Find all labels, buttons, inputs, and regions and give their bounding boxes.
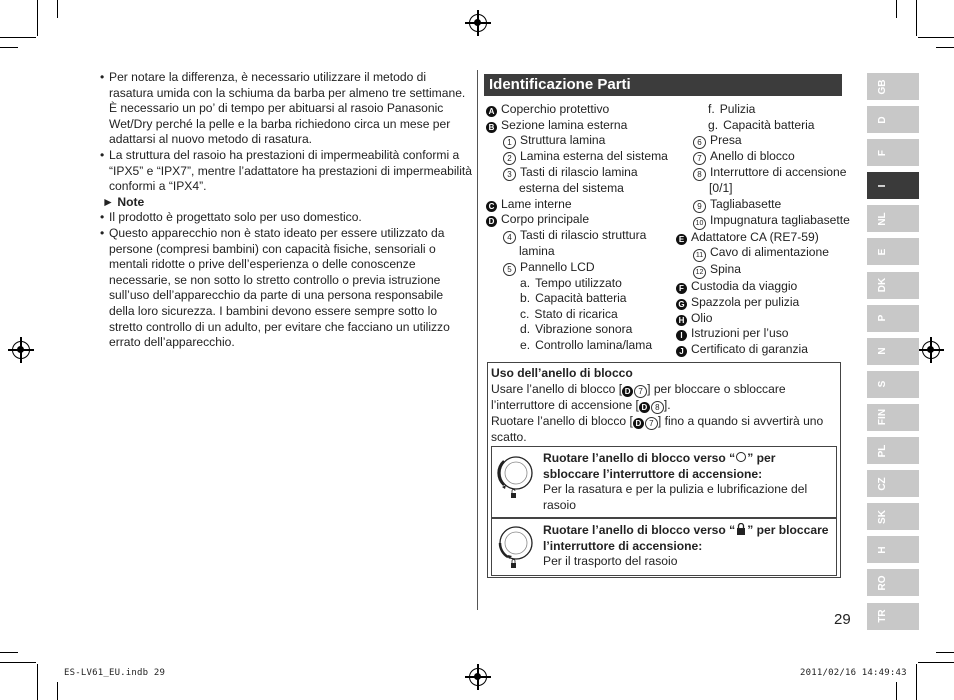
part-label: Sezione lamina esterna (501, 117, 628, 132)
unlock-symbol-icon (736, 452, 746, 462)
language-tab-i[interactable] (867, 172, 919, 199)
part-number-circle: 10 (693, 217, 706, 230)
part-item (486, 338, 676, 354)
part-item (486, 276, 676, 292)
language-tab-label: DK (877, 277, 888, 293)
crop-mark (0, 662, 36, 663)
part-label: Controllo lamina/lama (535, 337, 653, 352)
part-number-circle: 6 (693, 136, 706, 149)
part-item (486, 181, 676, 197)
footer-file-info: ES-LV61_EU.indb 29 (64, 668, 166, 678)
language-tab-gb[interactable] (867, 73, 919, 100)
padlock-icon (736, 523, 746, 535)
page-number: 29 (834, 611, 851, 628)
language-tab-d[interactable] (867, 106, 919, 133)
part-item (676, 181, 846, 197)
language-tab-label: CZ (877, 476, 888, 491)
lock-ring-intro (491, 366, 837, 445)
part-label: Cavo di alimentazione (710, 245, 829, 260)
part-label: Corpo principale (501, 212, 590, 227)
part-item (486, 165, 676, 181)
part-sub-letter: a. (520, 275, 531, 290)
language-tab-e[interactable] (867, 238, 919, 265)
part-letter-badge: F (676, 283, 687, 294)
bullet-item: • La struttura del rasoio ha prestazioni di impermeabilità conformi a “IPX5” e “IPX7”, mentre l’adattatore ha prestazioni di impermeabilità conformi a “IPX4”. (100, 148, 472, 195)
language-tab-dk[interactable] (867, 272, 919, 299)
language-tab-label: RO (877, 575, 888, 591)
lock-instruction: Ruotare l’anello di blocco verso “ ” per bloccare l’interruttore di accensione: (543, 523, 829, 553)
crop-mark (896, 682, 897, 700)
language-tab-tr[interactable] (867, 603, 919, 630)
language-tab-label: SK (877, 509, 888, 524)
part-sub-letter: g. (708, 117, 719, 132)
crop-mark (936, 652, 954, 653)
language-tab-label: H (877, 546, 888, 554)
part-label: Vibrazione sonora (535, 322, 633, 337)
part-number-circle: 11 (693, 249, 706, 262)
language-tab-label: FIN (877, 409, 888, 426)
lock-purpose: Per il trasporto del rasoio (543, 554, 678, 569)
part-letter-badge: E (676, 234, 687, 245)
part-label: Spazzola per pulizia (691, 294, 800, 309)
part-item (676, 311, 846, 327)
part-number-circle: 12 (693, 266, 706, 279)
lock-ring-line: Ruotare l’anello di blocco [ D 7 ] fino a quando si avvertirà uno (491, 413, 824, 428)
crop-mark (936, 47, 954, 48)
crop-mark (0, 47, 18, 48)
unlock-purpose: Per la rasatura e per la pulizia e lubrificazione del rasoio (543, 482, 808, 512)
part-label: Pulizia (719, 102, 756, 116)
left-column (100, 70, 472, 351)
part-sub-letter: f. (708, 102, 715, 116)
bullet-item: • Per notare la differenza, è necessario utilizzare il metodo di rasatura umida con la schiuma da barba per almeno tre settimane. È necessario un po’ di tempo per abituarsi al rasoio Panasonic Wet/Dry perché la pelle e la barba richiedono circa un mese per adattarsi al nuovo metodo di rasatura. (100, 70, 472, 148)
part-label: Presa (710, 133, 742, 148)
part-label: Olio (691, 310, 713, 325)
lock-panel (491, 518, 837, 576)
part-label: Custodia da viaggio (691, 279, 798, 294)
part-letter-badge: D (486, 216, 497, 227)
part-label: Tasti di rilascio struttura (520, 227, 647, 242)
language-tab-n[interactable] (867, 338, 919, 365)
part-letter-badge: A (486, 106, 497, 117)
language-tab-label: N (877, 347, 888, 355)
part-item (676, 197, 846, 213)
part-item (676, 262, 846, 279)
part-sub-letter: c. (520, 306, 530, 321)
part-label: Struttura lamina (520, 133, 606, 148)
language-tab-f[interactable] (867, 139, 919, 166)
language-tab-pl[interactable] (867, 437, 919, 464)
footer-timestamp: 2011/02/16 14:49:43 (800, 668, 907, 678)
part-number-circle: 4 (503, 231, 516, 244)
part-letter-badge: J (676, 346, 687, 357)
lock-ring-line: Usare l’anello di blocco [ D 7 ] per bloccare o sbloccare (491, 381, 786, 396)
crop-mark (57, 0, 58, 18)
language-tab-cz[interactable] (867, 470, 919, 497)
part-number-circle: 5 (503, 263, 516, 276)
part-item (676, 165, 846, 181)
language-tab-label: NL (877, 212, 888, 226)
part-item (486, 322, 676, 338)
language-tab-sk[interactable] (867, 503, 919, 530)
bullet-item: • Questo apparecchio non è stato ideato per essere utilizzato da persone (compresi bambini) con capacità fisiche, sensoriali o mentali ridotte o prive dell’esperienza o delle conoscenze necessarie, se non sotto lo stretto controllo o previa istruzione sull’uso dell’apparecchio da parte di una persona responsabile della loro sicurezza. I bambini devono essere sempre sotto lo stretto controllo di un adulto, per evitare che facciano un utilizzo errato dell’apparecchio. (100, 226, 472, 351)
bullet-item: • Il prodotto è progettato solo per uso domestico. (100, 210, 472, 226)
part-letter-badge: C (486, 201, 497, 212)
crop-mark (37, 0, 38, 36)
part-label: [0/1] (709, 181, 733, 196)
part-label: Tasti di rilascio lamina (520, 165, 638, 180)
part-number-circle: 3 (503, 168, 516, 181)
part-number-circle: 1 (503, 136, 516, 149)
part-item (676, 230, 846, 246)
part-item (486, 149, 676, 165)
language-tab-label: E (877, 248, 888, 256)
part-label: Pannello LCD (520, 259, 595, 274)
registration-mark-icon (469, 14, 487, 32)
crop-mark (896, 0, 897, 18)
registration-mark-icon (12, 341, 30, 359)
part-item (486, 260, 676, 276)
language-tab-h[interactable] (867, 536, 919, 563)
language-tab-s[interactable] (867, 371, 919, 398)
registration-mark-icon (922, 341, 940, 359)
part-item (676, 133, 846, 149)
part-item (676, 295, 846, 311)
parts-list-right (676, 102, 850, 357)
part-item (486, 244, 676, 260)
language-tab-label: TR (877, 609, 888, 623)
part-label: Certificato di garanzia (691, 341, 808, 356)
part-item (676, 326, 846, 342)
note-heading: ► Note (102, 194, 145, 209)
part-letter-badge: H (676, 315, 687, 326)
crop-mark (918, 37, 954, 38)
crop-mark (0, 652, 18, 653)
part-letter-badge: G (676, 299, 687, 310)
language-tab-fin[interactable] (867, 404, 919, 431)
part-label: Coperchio protettivo (501, 102, 610, 116)
part-item (486, 228, 676, 244)
part-label: Capacità batteria (723, 117, 815, 132)
part-item (676, 342, 846, 358)
part-item (676, 279, 846, 295)
language-tab-label: P (877, 314, 888, 322)
part-item (486, 133, 676, 149)
language-tab-nl[interactable] (867, 205, 919, 232)
language-tab-label: GB (877, 79, 888, 94)
language-tab-label: D (877, 115, 888, 124)
part-item (486, 291, 676, 307)
part-label: Anello di blocco (710, 149, 795, 164)
part-letter-badge: I (676, 330, 687, 341)
part-sub-letter: d. (520, 322, 531, 337)
language-tab-ro[interactable] (867, 569, 919, 596)
part-label: Stato di ricarica (534, 306, 618, 321)
part-label: lamina (519, 243, 555, 258)
registration-mark-icon (469, 668, 487, 686)
lock-ring-icon (496, 523, 536, 573)
part-label: Adattatore CA (RE7-59) (691, 229, 819, 244)
language-tabs (867, 73, 919, 636)
part-item (486, 102, 676, 118)
language-tab-label: PL (877, 444, 888, 457)
part-label: esterna del sistema (519, 181, 624, 196)
part-item (486, 197, 676, 213)
part-sub-letter: e. (520, 337, 531, 352)
unlock-ring-icon (496, 453, 536, 503)
crop-mark (57, 682, 58, 700)
lock-ring-title: Uso dell’anello di blocco (491, 366, 633, 380)
part-label: Lame interne (501, 196, 572, 211)
part-letter-badge: B (486, 122, 497, 133)
crop-mark (916, 0, 917, 36)
lock-ring-line: l’interruttore di accensione [ D 8 ]. (491, 397, 671, 412)
part-number-circle: 2 (503, 152, 516, 165)
part-item (486, 212, 676, 228)
part-label: Tempo utilizzato (535, 275, 622, 290)
unlock-instruction: Ruotare l’anello di blocco verso “ ” per sbloccare l’interruttore di accensione: (543, 451, 776, 481)
unlock-panel (491, 446, 837, 518)
part-label: Interruttore di accensione (710, 165, 847, 180)
lock-ring-line: scatto. (491, 429, 527, 444)
part-label: Impugnatura tagliabasette (710, 212, 850, 227)
part-item (486, 118, 676, 134)
part-label: Istruzioni per l’uso (691, 326, 789, 341)
part-label: Capacità batteria (535, 291, 627, 306)
crop-mark (37, 664, 38, 700)
part-sub-letter: b. (520, 291, 531, 306)
part-item (676, 245, 846, 262)
section-title: Identificazione Parti (484, 74, 842, 96)
part-label: Tagliabasette (710, 196, 782, 211)
crop-mark (0, 37, 36, 38)
part-item (676, 149, 846, 165)
part-item (676, 118, 846, 134)
column-divider (477, 70, 478, 610)
part-item (676, 102, 846, 118)
part-number-circle: 9 (693, 200, 706, 213)
language-tab-label: I (877, 184, 888, 188)
part-item (486, 307, 676, 323)
part-number-circle: 7 (693, 152, 706, 165)
part-item (676, 212, 850, 230)
parts-list-left (486, 102, 676, 354)
language-tab-label: S (877, 381, 888, 388)
part-label: Lamina esterna del sistema (520, 149, 668, 164)
language-tab-label: F (877, 149, 888, 156)
part-number-circle: 8 (693, 168, 706, 181)
part-label: Spina (710, 262, 741, 277)
crop-mark (916, 664, 917, 700)
language-tab-p[interactable] (867, 305, 919, 332)
crop-mark (918, 662, 954, 663)
